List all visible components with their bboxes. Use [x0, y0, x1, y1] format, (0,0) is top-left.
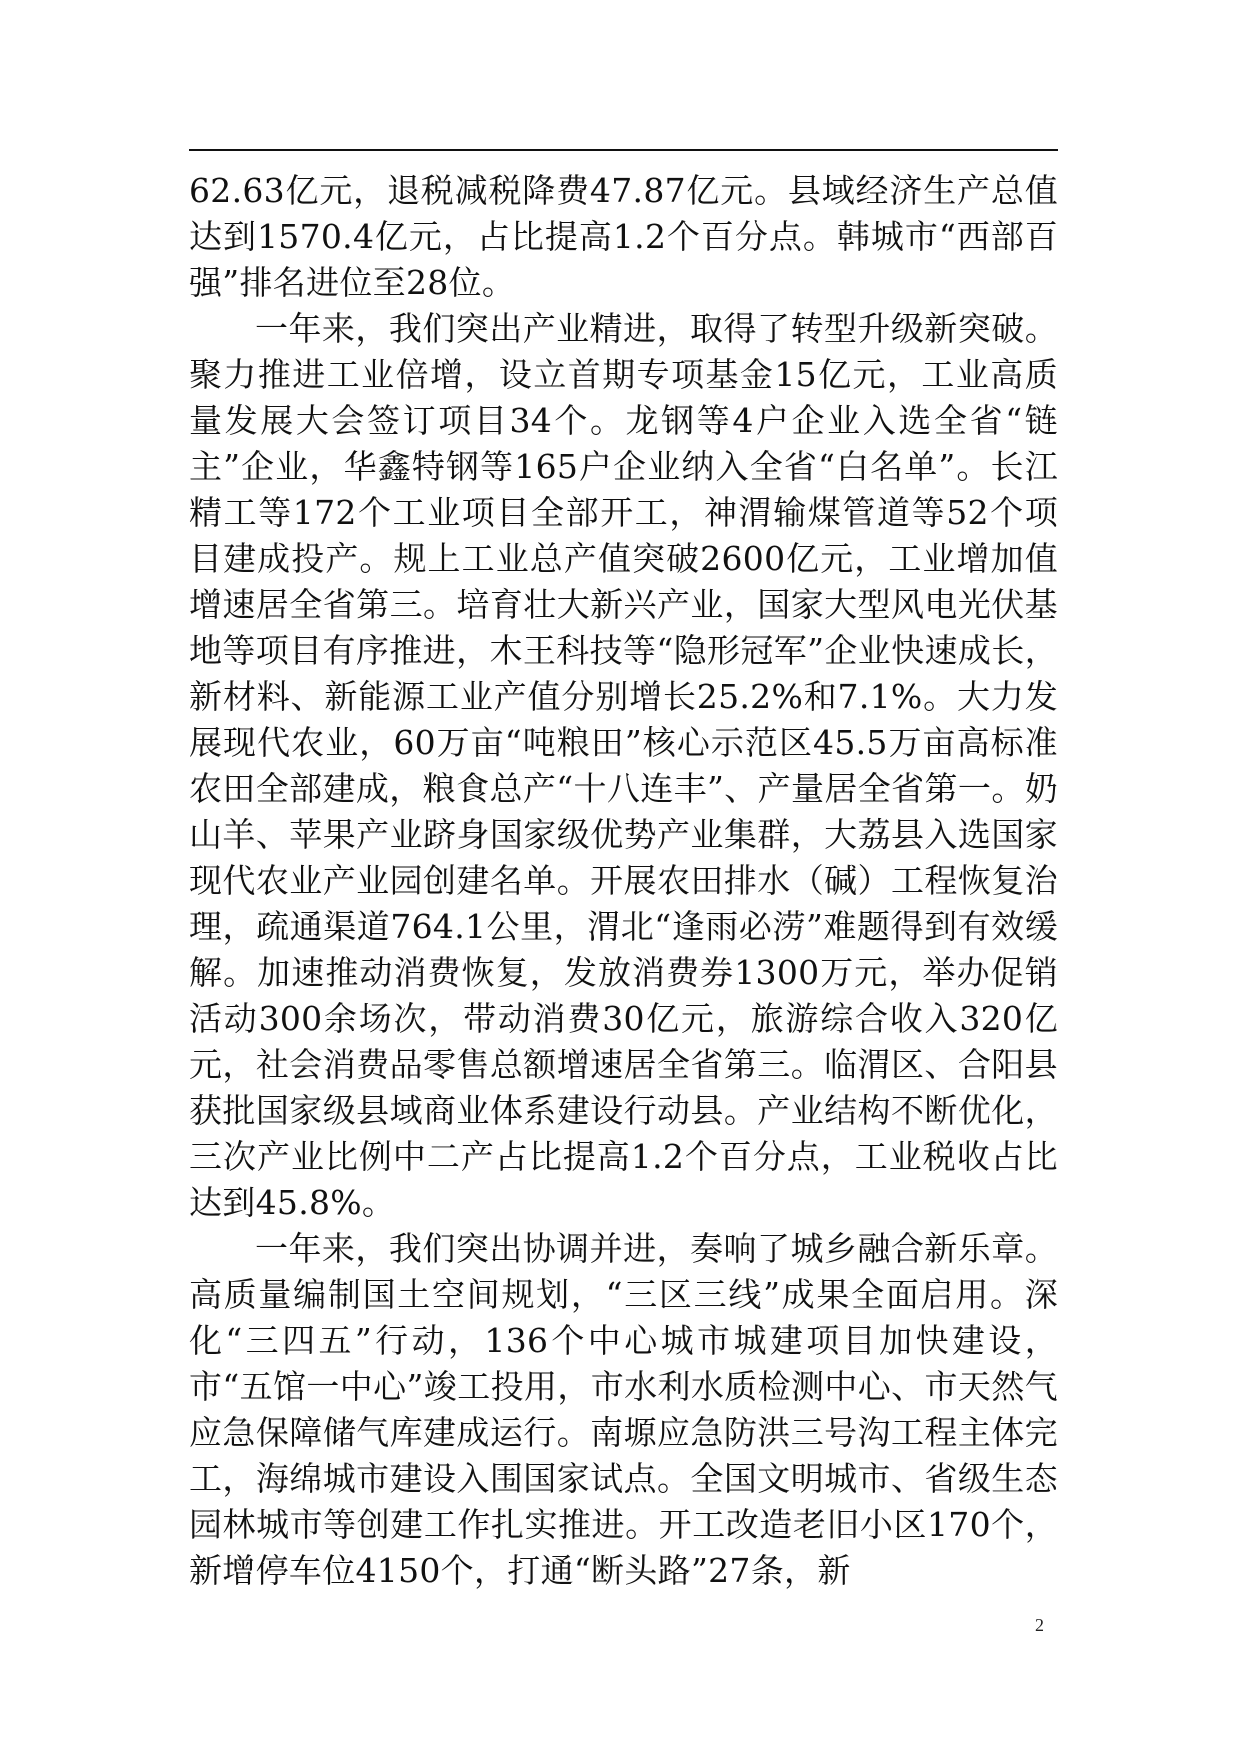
header-rule — [189, 149, 1058, 151]
body-text — [189, 168, 1058, 1594]
paragraph-3: 一年来，我们突出协调并进，奏响了城乡融合新乐章。高质量编制国土空间规划，“三区三线”成果全面启用。深化“三四五”行动，136个中心城市城建项目加快建设，市“五馆一中心”竣工投用，市水利水质检测中心、市天然气应急保障储气库建成运行。南塬应急防洪三号沟工程主体完工，海绵城市建设入围国家试点。全国文明城市、省级生态园林城市等创建工作扎实推进。开工改造老旧小区170个，新增停车位4150个，打通“断头路”27条，新 — [189, 1229, 1058, 1590]
paragraph-2: 一年来，我们突出产业精进，取得了转型升级新突破。聚力推进工业倍增，设立首期专项基金15亿元，工业高质量发展大会签订项目34个。龙钢等4户企业入选全省“链主”企业，华鑫特钢等165户企业纳入全省“白名单”。长江精工等172个工业项目全部开工，神渭输煤管道等52个项目建成投产。规上工业总产值突破2600亿元，工业增加值增速居全省第三。培育壮大新兴产业，国家大型风电光伏基地等项目有序推进，木王科技等“隐形冠军”企业快速成长，新材料、新能源工业产值分别增长25.2%和7.1%。大力发展现代农业，60万亩“吨粮田”核心示范区45.5万亩高标准农田全部建成，粮食总产“十八连丰”、产量居全省第一。奶山羊、苹果产业跻身国家级优势产业集群，大荔县入选国家现代农业产业园创建名单。开展农田排水（碱）工程恢复治理，疏通渠道764.1公里，渭北“逢雨必涝”难题得到有效缓解。加速推动消费恢复，发放消费券1300万元，举办促销活动300余场次，带动消费30亿元，旅游综合收入320亿元，社会消费品零售总额增速居全省第三。临渭区、合阳县获批国家级县域商业体系建设行动县。产业结构不断优化，三次产业比例中二产占比提高1.2个百分点，工业税收占比达到45.8%。 — [189, 309, 1058, 1222]
page-number: 2 — [1035, 1615, 1044, 1635]
paragraph-1: 62.63亿元，退税减税降费47.87亿元。县域经济生产总值达到1570.4亿元，占比提高1.2个百分点。韩城市“西部百强”排名进位至28位。 — [189, 171, 1058, 302]
